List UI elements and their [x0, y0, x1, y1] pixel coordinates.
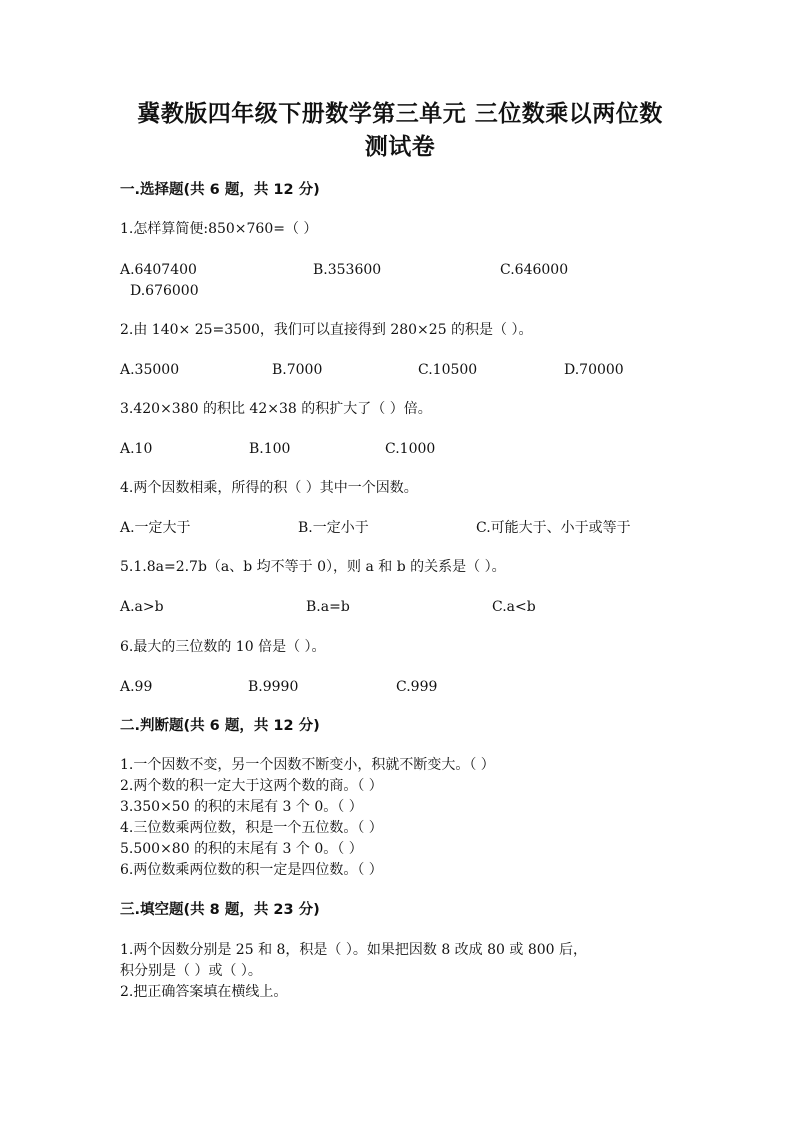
question-2-option-a: A.35000 [120, 362, 180, 378]
question-4: 4.两个因数相乘，所得的积（ ）其中一个因数。 [120, 480, 418, 496]
section-heading-fill-in: 三.填空题(共 8 题，共 23 分) [120, 902, 320, 918]
question-2-option-b: B.7000 [272, 362, 323, 378]
question-2-option-d: D.70000 [564, 362, 624, 378]
question-6-option-b: B.9990 [248, 679, 299, 695]
section-heading-judgement: 二.判断题(共 6 题，共 12 分) [120, 718, 320, 734]
question-6-option-c: C.999 [396, 679, 438, 695]
question-3-option-c: C.1000 [385, 441, 436, 457]
question-5-option-a: A.a>b [120, 599, 164, 615]
judgement-item-6: 6.两位数乘两位数的积一定是四位数。（ ） [120, 862, 383, 878]
section-heading-choice: 一.选择题(共 6 题，共 12 分) [120, 182, 320, 198]
page-title-continued: 测试卷 [364, 134, 436, 160]
question-1-option-d: D.676000 [130, 283, 199, 299]
judgement-item-1: 1.一个因数不变，另一个因数不断变小，积就不断变大。（ ） [120, 757, 495, 773]
question-4-option-c: C.可能大于、小于或等于 [476, 520, 631, 536]
judgement-item-5: 5.500×80 的积的末尾有 3 个 0。（ ） [120, 841, 363, 857]
question-1: 1.怎样算简便:850×760=（ ） [120, 221, 318, 237]
question-2-option-c: C.10500 [418, 362, 478, 378]
fill-in-item-1: 1.两个因数分别是 25 和 8，积是（ ）。如果把因数 8 改成 80 或 800 后， [120, 942, 588, 958]
question-3-option-a: A.10 [120, 441, 153, 457]
question-3: 3.420×380 的积比 42×38 的积扩大了（ ）倍。 [120, 401, 432, 417]
question-6: 6.最大的三位数的 10 倍是（ ）。 [120, 639, 326, 655]
question-1-option-b: B.353600 [313, 262, 382, 278]
question-1-option-c: C.646000 [500, 262, 569, 278]
question-6-option-a: A.99 [120, 679, 153, 695]
question-1-option-a: A.6407400 [120, 262, 197, 278]
page-title: 冀教版四年级下册数学第三单元 三位数乘以两位数 [137, 101, 663, 127]
fill-in-item-2: 2.把正确答案填在横线上。 [120, 984, 288, 1000]
question-3-option-b: B.100 [249, 441, 291, 457]
question-4-option-a: A.一定大于 [120, 520, 191, 536]
judgement-item-2: 2.两个数的积一定大于这两个数的商。（ ） [120, 778, 383, 794]
question-5-option-b: B.a=b [306, 599, 350, 615]
question-2: 2.由 140× 25=3500，我们可以直接得到 280×25 的积是（ ）。 [120, 322, 533, 338]
question-4-option-b: B.一定小于 [298, 520, 369, 536]
judgement-item-4: 4.三位数乘两位数，积是一个五位数。（ ） [120, 820, 383, 836]
judgement-item-3: 3.350×50 的积的末尾有 3 个 0。（ ） [120, 799, 363, 815]
question-5-option-c: C.a<b [492, 599, 536, 615]
fill-in-item-1-continued: 积分别是（ ）或（ ）。 [120, 963, 262, 979]
question-5: 5.1.8a=2.7b（a、b 均不等于 0），则 a 和 b 的关系是（ ）。 [120, 559, 506, 575]
